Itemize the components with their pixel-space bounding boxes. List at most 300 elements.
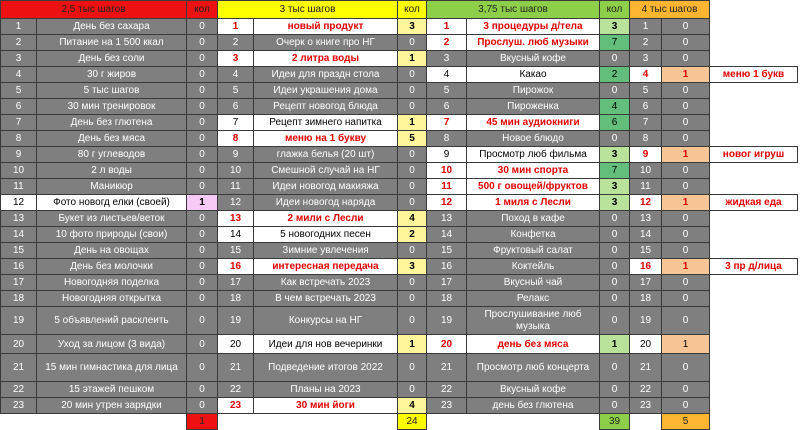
table-row [1,67,798,83]
row-number[interactable]: 3 [218,51,254,67]
count-cell[interactable]: 1 [662,259,710,275]
count-cell[interactable]: 4 [398,211,427,227]
group-header-3-75k[interactable]: 3,75 тыс шагов [427,1,600,19]
task-cell[interactable]: День без мяса [37,131,187,147]
row-number[interactable]: 8 [218,131,254,147]
row-number[interactable]: 8 [1,131,37,147]
row-number[interactable]: 3 [1,51,37,67]
row-number[interactable]: 15 [1,243,37,259]
row-number[interactable]: 14 [630,227,662,243]
task-cell[interactable]: Поход в кафе [467,211,600,227]
task-cell[interactable]: Идеи для нов вечеринки [254,335,398,354]
row-number[interactable]: 23 [630,398,662,414]
task-cell[interactable]: Коктейль [467,259,600,275]
task-cell[interactable]: новый продукт [254,19,398,35]
row-number[interactable]: 14 [1,227,37,243]
task-cell[interactable]: 5 объявлений расклеить [37,307,187,335]
col-header-count[interactable]: кол [600,1,630,19]
count-cell[interactable]: 0 [187,382,218,398]
row-number[interactable]: 17 [427,275,467,291]
row-number[interactable]: 14 [218,227,254,243]
note-cell[interactable] [710,163,798,179]
row-number[interactable]: 14 [427,227,467,243]
row-number[interactable]: 15 [218,243,254,259]
count-cell[interactable]: 0 [600,51,630,67]
task-cell[interactable]: Вкусный кофе [467,382,600,398]
row-number[interactable]: 10 [1,163,37,179]
task-cell[interactable]: день без мяса [467,335,600,354]
note-cell[interactable] [710,275,798,291]
total-cell[interactable]: 5 [662,414,710,430]
count-cell[interactable]: 0 [398,83,427,99]
row-number[interactable]: 16 [427,259,467,275]
count-cell[interactable]: 0 [662,19,710,35]
task-cell[interactable]: Новогодняя открытка [37,291,187,307]
row-number[interactable]: 5 [630,83,662,99]
task-cell[interactable]: день без глютена [467,398,600,414]
group-header-2-5k[interactable]: 2,5 тыс шагов [1,1,187,19]
row-number[interactable]: 13 [427,211,467,227]
count-cell[interactable]: 5 [398,131,427,147]
count-cell[interactable]: 1 [398,51,427,67]
count-cell[interactable]: 0 [398,275,427,291]
task-cell[interactable]: 30 г жиров [37,67,187,83]
count-cell[interactable]: 3 [600,195,630,211]
row-number[interactable]: 9 [1,147,37,163]
row-number[interactable]: 12 [630,195,662,211]
count-cell[interactable]: 0 [600,259,630,275]
task-cell[interactable]: 30 мин тренировок [37,99,187,115]
task-cell[interactable]: День без сахара [37,19,187,35]
task-cell[interactable]: 500 г овощей/фруктов [467,179,600,195]
count-cell[interactable]: 0 [600,291,630,307]
count-cell[interactable]: 0 [662,99,710,115]
row-number[interactable]: 22 [1,382,37,398]
row-number[interactable]: 16 [218,259,254,275]
count-cell[interactable]: 0 [398,291,427,307]
count-cell[interactable]: 2 [398,227,427,243]
row-number[interactable]: 19 [630,307,662,335]
task-cell[interactable]: Идеи украшения дома [254,83,398,99]
task-cell[interactable]: 2 л воды [37,163,187,179]
task-cell[interactable]: Букет из листьев/веток [37,211,187,227]
note-cell[interactable] [710,131,798,147]
count-cell[interactable]: 1 [662,67,710,83]
task-cell[interactable]: глажка белья (20 шт) [254,147,398,163]
row-number[interactable]: 6 [218,99,254,115]
note-cell[interactable] [710,382,798,398]
task-cell[interactable]: Планы на 2023 [254,382,398,398]
count-cell[interactable]: 3 [600,147,630,163]
task-cell[interactable]: Подведение итогов 2022 [254,354,398,382]
row-number[interactable]: 4 [630,67,662,83]
task-cell[interactable]: Рецепт зимнего напитка [254,115,398,131]
row-number[interactable]: 23 [1,398,37,414]
count-cell[interactable]: 0 [187,163,218,179]
row-number[interactable]: 16 [630,259,662,275]
count-cell[interactable]: 3 [398,19,427,35]
row-number[interactable]: 20 [1,335,37,354]
col-header-count[interactable]: кол [398,1,427,19]
count-cell[interactable]: 0 [398,243,427,259]
task-cell[interactable]: 1 миля с Лесли [467,195,600,211]
row-number[interactable]: 2 [1,35,37,51]
count-cell[interactable]: 0 [600,354,630,382]
count-cell[interactable]: 0 [398,35,427,51]
count-cell[interactable]: 0 [662,354,710,382]
row-number[interactable]: 11 [1,179,37,195]
task-cell[interactable]: 5 тыс шагов [37,83,187,99]
note-cell[interactable] [710,211,798,227]
count-cell[interactable]: 0 [662,243,710,259]
row-number[interactable]: 10 [427,163,467,179]
table-row [1,307,798,335]
task-cell[interactable]: 30 мин йоги [254,398,398,414]
count-cell[interactable]: 6 [600,115,630,131]
count-cell[interactable]: 1 [398,335,427,354]
count-cell[interactable]: 0 [662,83,710,99]
task-cell[interactable]: Конфетка [467,227,600,243]
table-row [1,99,798,115]
row-number[interactable]: 22 [630,382,662,398]
count-cell[interactable]: 0 [662,382,710,398]
row-number[interactable]: 13 [630,211,662,227]
count-cell[interactable]: 1 [187,195,218,211]
count-cell[interactable]: 0 [600,275,630,291]
task-cell[interactable]: 3 процедуры д/тела [467,19,600,35]
task-cell[interactable]: 45 мин аудиокниги [467,115,600,131]
count-cell[interactable]: 0 [187,354,218,382]
row-number[interactable]: 6 [1,99,37,115]
count-cell[interactable]: 0 [187,335,218,354]
count-cell[interactable]: 0 [600,243,630,259]
count-cell[interactable]: 1 [662,335,710,354]
note-cell[interactable]: 3 пр д/лица [710,259,798,275]
row-number[interactable]: 9 [427,147,467,163]
task-cell[interactable]: Смешной случай на НГ [254,163,398,179]
blank-cell [710,414,798,430]
task-cell[interactable]: 2 литра воды [254,51,398,67]
task-cell[interactable]: 15 этажей пешком [37,382,187,398]
count-cell[interactable]: 0 [187,227,218,243]
count-cell[interactable]: 0 [187,67,218,83]
note-cell[interactable] [710,227,798,243]
task-cell[interactable]: Очерк о книге про НГ [254,35,398,51]
row-number[interactable]: 2 [427,35,467,51]
count-cell[interactable]: 0 [662,398,710,414]
row-number[interactable]: 17 [1,275,37,291]
count-cell[interactable]: 0 [662,131,710,147]
row-number[interactable]: 15 [427,243,467,259]
task-cell[interactable]: Новое блюдо [467,131,600,147]
note-cell[interactable] [710,398,798,414]
note-cell[interactable] [710,19,798,35]
row-number[interactable]: 4 [427,67,467,83]
row-number[interactable]: 7 [218,115,254,131]
count-cell[interactable]: 1 [662,147,710,163]
row-number[interactable]: 5 [218,83,254,99]
row-number[interactable]: 7 [1,115,37,131]
task-cell[interactable]: 2 мили с Лесли [254,211,398,227]
count-cell[interactable]: 0 [187,51,218,67]
row-number[interactable]: 19 [1,307,37,335]
note-cell[interactable] [710,35,798,51]
count-cell[interactable]: 0 [187,179,218,195]
count-cell[interactable]: 3 [600,19,630,35]
count-cell[interactable]: 0 [600,83,630,99]
count-cell[interactable]: 3 [398,259,427,275]
task-cell[interactable]: Идеи для праздн стола [254,67,398,83]
note-cell[interactable] [710,99,798,115]
row-number[interactable]: 5 [1,83,37,99]
row-number[interactable]: 21 [630,354,662,382]
note-cell[interactable] [710,307,798,335]
task-cell[interactable]: 80 г углеводов [37,147,187,163]
note-cell[interactable] [710,335,798,354]
count-cell[interactable]: 3 [600,179,630,195]
count-cell[interactable]: 0 [662,275,710,291]
row-number[interactable]: 9 [630,147,662,163]
row-number[interactable]: 1 [427,19,467,35]
row-number[interactable]: 13 [218,211,254,227]
row-number[interactable]: 13 [1,211,37,227]
count-cell[interactable]: 2 [600,67,630,83]
row-number[interactable]: 10 [218,163,254,179]
task-cell[interactable]: 10 фото природы (свои) [37,227,187,243]
row-number[interactable]: 2 [630,35,662,51]
count-cell[interactable]: 0 [187,35,218,51]
count-cell[interactable]: 0 [600,398,630,414]
task-cell[interactable]: Вкусный кофе [467,51,600,67]
row-number[interactable]: 20 [427,335,467,354]
task-cell[interactable]: День без глютена [37,115,187,131]
count-cell[interactable]: 0 [662,307,710,335]
col-header-count[interactable]: кол [187,1,218,19]
task-cell[interactable]: Рецепт новогод блюда [254,99,398,115]
row-number[interactable]: 1 [218,19,254,35]
row-number[interactable]: 16 [1,259,37,275]
count-cell[interactable]: 0 [187,83,218,99]
row-number[interactable]: 18 [218,291,254,307]
row-number[interactable]: 21 [218,354,254,382]
task-cell[interactable]: Вкусный чай [467,275,600,291]
count-cell[interactable]: 0 [600,211,630,227]
row-number[interactable]: 1 [1,19,37,35]
task-cell[interactable]: Новогодняя поделка [37,275,187,291]
task-cell[interactable]: Фото новогд елки (своей) [37,195,187,211]
count-cell[interactable]: 0 [187,398,218,414]
row-number[interactable]: 23 [427,398,467,414]
task-cell[interactable]: В чем встречать 2023 [254,291,398,307]
row-number[interactable]: 11 [218,179,254,195]
task-cell[interactable]: Прослуш. люб музыки [467,35,600,51]
row-number[interactable]: 7 [630,115,662,131]
task-cell[interactable]: 5 новогодних песен [254,227,398,243]
row-number[interactable]: 8 [427,131,467,147]
row-number[interactable]: 18 [427,291,467,307]
row-number[interactable]: 7 [427,115,467,131]
task-cell[interactable]: Прослушивание люб музыка [467,307,600,335]
count-cell[interactable]: 0 [662,179,710,195]
count-cell[interactable]: 0 [600,227,630,243]
note-cell[interactable] [710,243,798,259]
table-row [1,179,798,195]
count-cell[interactable]: 0 [662,227,710,243]
note-cell[interactable] [710,179,798,195]
count-cell[interactable]: 0 [662,211,710,227]
row-number[interactable]: 15 [630,243,662,259]
row-number[interactable]: 19 [218,307,254,335]
count-cell[interactable]: 0 [398,179,427,195]
count-cell[interactable]: 0 [187,99,218,115]
note-cell[interactable]: жидкая еда [710,195,798,211]
count-cell[interactable]: 0 [187,243,218,259]
count-cell[interactable]: 0 [600,307,630,335]
row-number[interactable]: 6 [427,99,467,115]
task-cell[interactable]: Пирожок [467,83,600,99]
task-cell[interactable]: День без соли [37,51,187,67]
row-number[interactable]: 1 [630,19,662,35]
count-cell[interactable]: 0 [187,259,218,275]
row-number[interactable]: 21 [427,354,467,382]
table-row [1,131,798,147]
count-cell[interactable]: 4 [398,398,427,414]
total-cell[interactable]: 39 [600,414,630,430]
note-cell[interactable] [710,51,798,67]
group-header-4k[interactable]: 4 тыс шагов [630,1,710,19]
count-cell[interactable]: 0 [398,147,427,163]
row-number[interactable]: 4 [1,67,37,83]
count-cell[interactable]: 1 [398,115,427,131]
task-cell[interactable]: 20 мин утрен зарядки [37,398,187,414]
row-number[interactable]: 4 [218,67,254,83]
total-cell[interactable]: 24 [398,414,427,430]
count-cell[interactable]: 0 [187,19,218,35]
count-cell[interactable]: 0 [398,99,427,115]
task-cell[interactable]: Какао [467,67,600,83]
row-number[interactable]: 12 [1,195,37,211]
count-cell[interactable]: 0 [662,163,710,179]
count-cell[interactable]: 0 [662,291,710,307]
count-cell[interactable]: 0 [398,354,427,382]
row-number[interactable]: 18 [1,291,37,307]
count-cell[interactable]: 0 [398,307,427,335]
blank-cell [427,414,467,430]
row-number[interactable]: 3 [630,51,662,67]
row-number[interactable]: 23 [218,398,254,414]
row-number[interactable]: 10 [630,163,662,179]
table-row [1,51,798,67]
row-number[interactable]: 5 [427,83,467,99]
row-number[interactable]: 20 [218,335,254,354]
task-cell[interactable]: интересная передача [254,259,398,275]
row-number[interactable]: 19 [427,307,467,335]
row-number[interactable]: 11 [427,179,467,195]
blank-cell [630,414,662,430]
row-number[interactable]: 22 [427,382,467,398]
count-cell[interactable]: 0 [187,275,218,291]
row-number[interactable]: 12 [427,195,467,211]
note-cell[interactable] [710,83,798,99]
count-cell[interactable]: 0 [187,211,218,227]
count-cell[interactable]: 0 [398,382,427,398]
count-cell[interactable]: 0 [187,131,218,147]
task-cell[interactable]: Фруктовый салат [467,243,600,259]
count-cell[interactable]: 0 [398,67,427,83]
count-cell[interactable]: 0 [600,382,630,398]
count-cell[interactable]: 1 [662,195,710,211]
row-number[interactable]: 2 [218,35,254,51]
count-cell[interactable]: 0 [187,147,218,163]
note-cell[interactable]: новог игруш [710,147,798,163]
count-cell[interactable]: 0 [662,35,710,51]
count-cell[interactable]: 0 [187,115,218,131]
count-cell[interactable]: 0 [662,51,710,67]
task-cell[interactable]: Конкурсы на НГ [254,307,398,335]
row-number[interactable]: 20 [630,335,662,354]
task-cell[interactable]: 30 мин спорта [467,163,600,179]
task-cell[interactable]: Как встречать 2023 [254,275,398,291]
task-cell[interactable]: Идеи новогод макияжа [254,179,398,195]
note-cell[interactable] [710,354,798,382]
task-cell[interactable]: Зимние увлечения [254,243,398,259]
task-cell[interactable]: День без молочки [37,259,187,275]
count-cell[interactable]: 7 [600,163,630,179]
count-cell[interactable]: 0 [187,307,218,335]
note-cell[interactable] [710,291,798,307]
count-cell[interactable]: 0 [398,195,427,211]
task-cell[interactable]: Пироженка [467,99,600,115]
task-cell[interactable]: Просмотр люб фильма [467,147,600,163]
count-cell[interactable]: 0 [398,163,427,179]
task-cell[interactable]: Релакс [467,291,600,307]
note-cell[interactable] [710,115,798,131]
count-cell[interactable]: 0 [662,115,710,131]
header-row [1,1,798,19]
note-cell[interactable]: меню 1 букв [710,67,798,83]
table-row [1,354,798,382]
row-number[interactable]: 9 [218,147,254,163]
count-cell[interactable]: 0 [600,131,630,147]
count-cell[interactable]: 7 [600,35,630,51]
row-number[interactable]: 3 [427,51,467,67]
task-cell[interactable]: Питание на 1 500 ккал [37,35,187,51]
row-number[interactable]: 11 [630,179,662,195]
row-number[interactable]: 6 [630,99,662,115]
task-cell[interactable]: Маникюр [37,179,187,195]
table-row [1,147,798,163]
total-cell[interactable]: 1 [187,414,218,430]
table-row [1,335,798,354]
task-cell[interactable]: День на овощах [37,243,187,259]
row-number[interactable]: 18 [630,291,662,307]
row-number[interactable]: 22 [218,382,254,398]
row-number[interactable]: 17 [630,275,662,291]
row-number[interactable]: 12 [218,195,254,211]
count-cell[interactable]: 1 [600,335,630,354]
task-cell[interactable]: меню на 1 букву [254,131,398,147]
count-cell[interactable]: 4 [600,99,630,115]
task-cell[interactable]: 15 мин гимнастика для лица [37,354,187,382]
task-cell[interactable]: Уход за лицом (3 вида) [37,335,187,354]
task-cell[interactable]: Просмотр люб концерта [467,354,600,382]
row-number[interactable]: 21 [1,354,37,382]
group-header-3k[interactable]: 3 тыс шагов [218,1,398,19]
row-number[interactable]: 8 [630,131,662,147]
count-cell[interactable]: 0 [187,291,218,307]
task-cell[interactable]: Идеи новогод наряда [254,195,398,211]
row-number[interactable]: 17 [218,275,254,291]
